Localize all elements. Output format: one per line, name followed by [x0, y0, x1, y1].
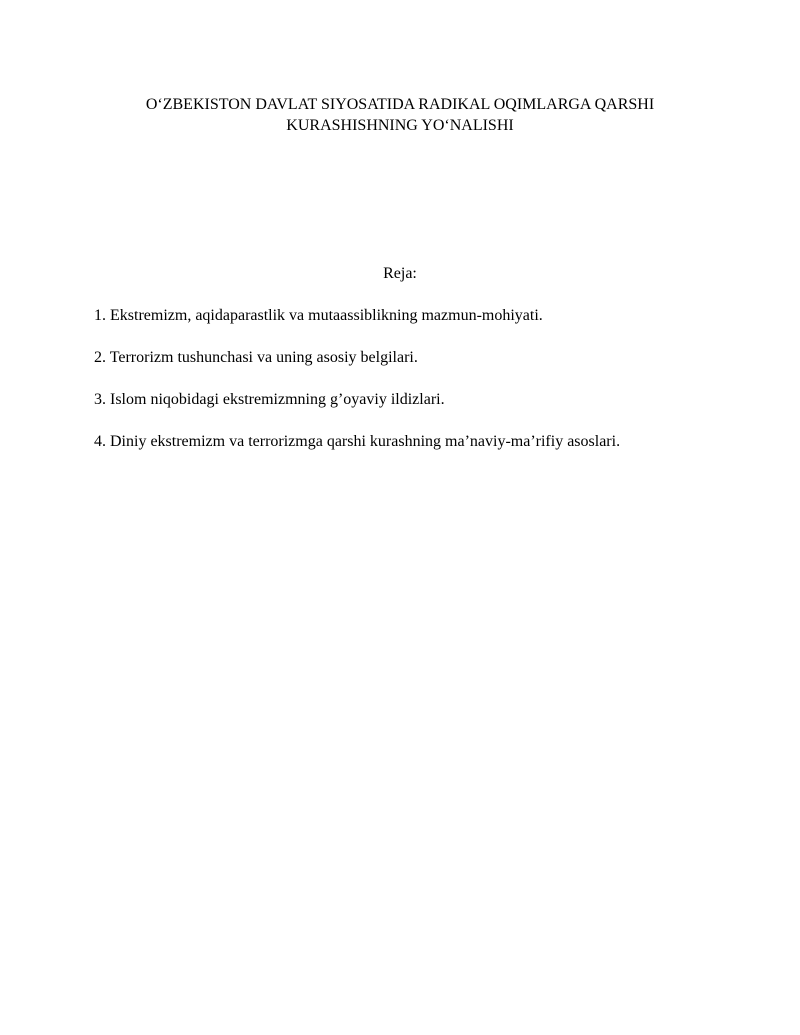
plan-item-2: 2. Terrorizm tushunchasi va uning asosiy belgilari. [94, 349, 418, 366]
title-line-2: KURASHISHNING YO‘NALISHI [286, 117, 514, 134]
document-title [60, 94, 740, 136]
plan-item-1: 1. Ekstremizm, aqidaparastlik va mutaassiblikning mazmun-mohiyati. [94, 307, 543, 324]
plan-heading: Reja: [383, 265, 417, 282]
plan-list [94, 306, 774, 474]
plan-item-4: 4. Diniy ekstremizm va terrorizmga qarshi kurashning ma’naviy-ma’rifiy asoslari. [94, 433, 621, 450]
title-line-1: O‘ZBEKISTON DAVLAT SIYOSATIDA RADIKAL OQIMLARGA QARSHI [145, 96, 655, 113]
plan-item-3: 3. Islom niqobidagi ekstremizmning g’oyaviy ildizlari. [94, 391, 445, 408]
